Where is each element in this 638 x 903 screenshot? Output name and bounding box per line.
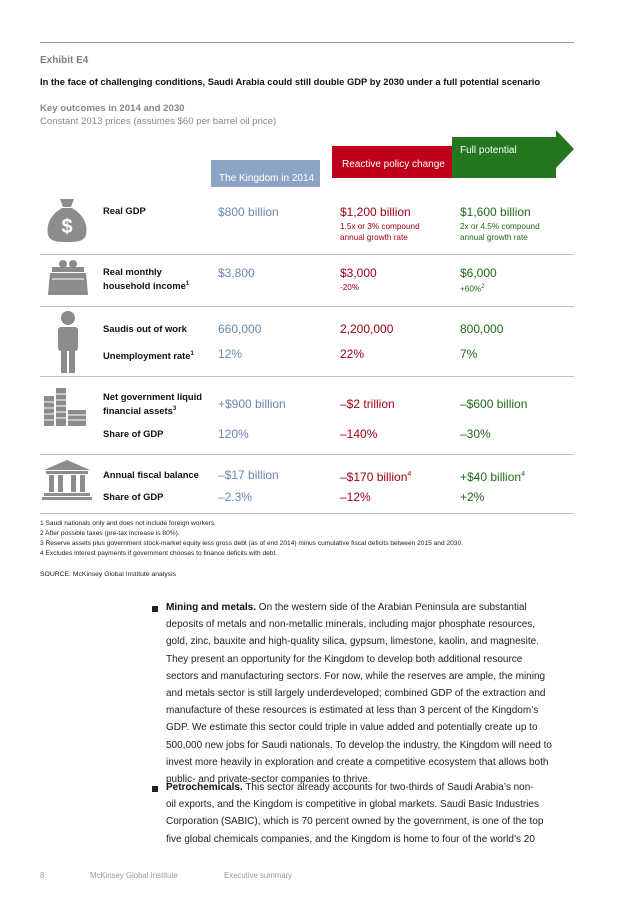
header-kingdom-2014: The Kingdom in 2014 <box>211 160 320 187</box>
row-label-household-income: Real monthly household income$^1$ <box>103 266 190 292</box>
assets-reactive-value: –$2 trillion <box>340 397 395 411</box>
gdp-full-note-1: 2x or 4.5% compound <box>460 222 540 231</box>
work-reactive-value: 2,200,000 <box>340 322 394 336</box>
government-building-icon <box>42 458 92 500</box>
row-label-share-of-gdp: Share of GDP <box>103 428 164 439</box>
income-reactive-value: $3,000 <box>340 266 377 280</box>
divider <box>40 376 574 377</box>
footnote-3: 3 Reserve assets plus government stock-market equity less gross debt (as of end 2014) minus cumulative fiscal deficits between 2015 and 2030. <box>40 540 463 547</box>
share1-reactive-value: –140% <box>340 427 378 441</box>
share1-full-value: –30% <box>460 427 491 441</box>
income-2014-value: $3,800 <box>218 266 255 280</box>
coins-stack-icon <box>42 380 90 430</box>
gdp-full-note-2: annual growth rate <box>460 233 528 242</box>
row-label-unemployment-rate: Unemployment rate$^1$ <box>103 350 194 362</box>
purse-icon <box>46 259 90 299</box>
fiscal-full-value: +$40 billion$^4$ <box>460 470 525 484</box>
gdp-reactive-note-2: annual growth rate <box>340 233 408 242</box>
arrow-right-icon <box>556 130 574 168</box>
exhibit-label: Exhibit E4 <box>40 55 89 66</box>
footnote-2: 2 After possible taxes (pre-tax increase is 80%). <box>40 530 180 537</box>
exhibit-subtitle: Key outcomes in 2014 and 2030 <box>40 103 185 114</box>
divider <box>40 254 574 255</box>
mining-paragraph: Mining and metals. On the western side of the Arabian Peninsula are substantial deposits of metals and non-metallic minerals, including major phosphate resources, gold, zinc, bauxite and high-quality silica, gypsum, limestone, kaolin, and magnesite. They present an opportunity for the Kingdom to develop both additional resource sectors and manufacturing sectors. For now, while the reserves are ample, the mining and metals sector is still largely underdeveloped; combined GDP of the extraction and manufacture of these resources is estimated at less than 3 percent of the Kingdom’s GDP. We estimate this sector could triple in value added and potentially create up to 500,000 new jobs for Saudi nationals. To develop the industry, the Kingdom will need to invest more heavily in exploration and create a competitive ecosystem that allows both public- and private-sector companies to thrive. <box>166 602 552 786</box>
bullet-marker <box>152 606 158 612</box>
row-label-share-of-gdp: Share of GDP <box>103 491 164 502</box>
fiscal-2014-value: –$17 billion <box>218 468 279 482</box>
exhibit-subtitle-note: Constant 2013 prices (assumes $60 per barrel oil price) <box>40 116 277 127</box>
unemp-full-value: 7% <box>460 347 478 361</box>
gdp-2014-value: $800 billion <box>218 205 279 219</box>
person-icon <box>55 311 81 373</box>
share2-reactive-value: –12% <box>340 490 371 504</box>
bullet-marker <box>152 786 158 792</box>
unemp-2014-value: 12% <box>218 347 243 361</box>
exhibit-title: In the face of challenging conditions, Saudi Arabia could still double GDP by 2030 under a full potential scenario <box>40 76 541 87</box>
footnote-1: 1 Saudi nationals only and does not include foreign workers. <box>40 520 216 527</box>
divider <box>40 513 574 514</box>
work-2014-value: 660,000 <box>218 322 262 336</box>
footnote-4: 4 Excludes interest payments if government chooses to finance deficits with debt. <box>40 550 278 557</box>
work-full-value: 800,000 <box>460 322 504 336</box>
fiscal-reactive-value: –$170 billion$^4$ <box>340 470 412 484</box>
share2-2014-value: –2.3% <box>218 490 253 504</box>
row-label-real-gdp: Real GDP <box>103 205 146 216</box>
header-full-potential: Full potential <box>452 137 556 161</box>
divider <box>40 306 574 307</box>
share2-full-value: +2% <box>460 490 485 504</box>
source-note: SOURCE: McKinsey Global Institute analysis <box>40 571 176 578</box>
row-label-out-of-work: Saudis out of work <box>103 323 187 334</box>
footer-org: McKinsey Global Institute <box>90 871 178 880</box>
money-bag-icon <box>44 195 90 243</box>
divider <box>40 454 574 455</box>
footer-section: Executive summary <box>224 871 293 880</box>
assets-full-value: –$600 billion <box>460 397 528 411</box>
gdp-reactive-value: $1,200 billion <box>340 205 411 219</box>
gdp-full-value: $1,600 billion <box>460 205 531 219</box>
svg-text:$: $ <box>61 216 73 238</box>
unemp-reactive-value: 22% <box>340 347 365 361</box>
share1-2014-value: 120% <box>218 427 249 441</box>
gdp-reactive-note-1: 1.5x or 3% compound <box>340 222 420 231</box>
assets-2014-value: +$900 billion <box>218 397 286 411</box>
header-reactive-policy: Reactive policy change <box>332 146 452 178</box>
header-full-potential-base <box>452 161 556 178</box>
top-rule <box>40 42 574 43</box>
income-full-value: $6,000 <box>460 266 497 280</box>
row-label-fiscal-balance: Annual fiscal balance <box>103 469 199 480</box>
income-reactive-change: -20% <box>340 283 360 292</box>
petrochemicals-paragraph: Petrochemicals. This sector already accounts for two-thirds of Saudi Arabia’s non- oil exports, and the Kingdom is competitive in global markets. Saudi Basic Industries Corporation (SABIC), which is 70 percent owned by the government, is one of the top five global chemicals companies, and the Kingdom is home to four of the world’s 20 <box>166 782 544 845</box>
row-label-financial-assets: Net government liquid financial assets$^3$ <box>103 391 202 417</box>
page-number: 8 <box>40 871 45 880</box>
income-full-change: +60%$^2$ <box>460 284 485 294</box>
